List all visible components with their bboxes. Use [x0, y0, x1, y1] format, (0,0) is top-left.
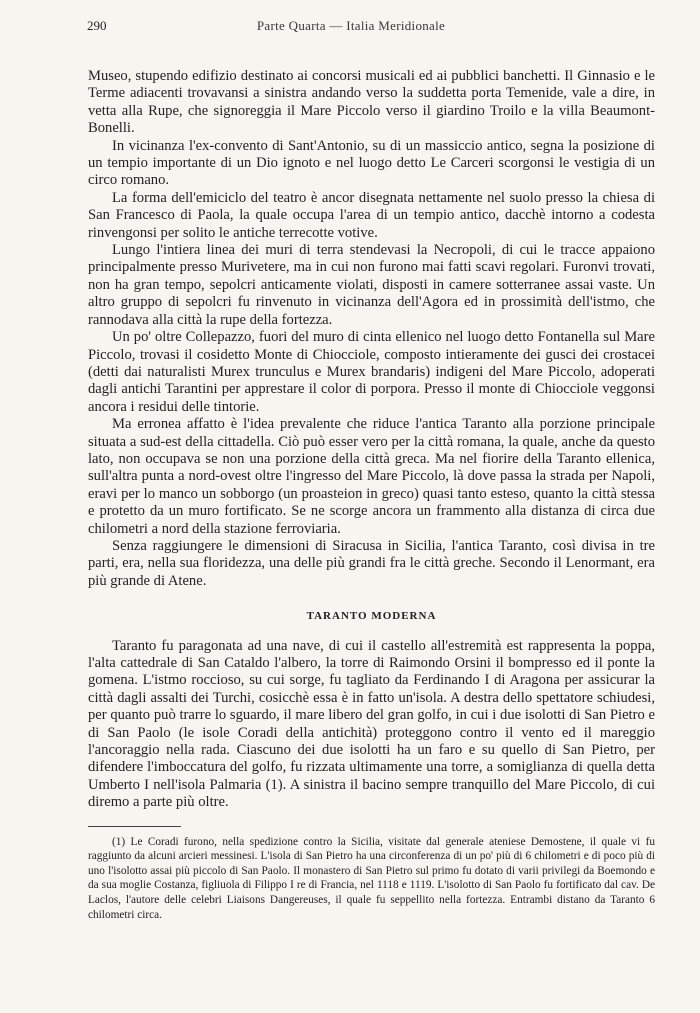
page-number: 290	[87, 18, 107, 33]
paragraph-sant-antonio: In vicinanza l'ex-convento di Sant'Antonio, su di un massiccio antico, segna la posizione di un tempio importante di un Dio ignoto e nel luogo detto Le Carceri scorgonsi le vestigia di un circo romano.	[88, 137, 655, 189]
paragraph-taranto-moderna: Taranto fu paragonata ad una nave, di cui il castello all'estremità est rappresenta la poppa, l'alta cattedrale di San Cataldo l'albero, la torre di Raimondo Orsini il bompresso ed il ponte la gomena. L'istmo roccioso, su cui sorge, fu tagliato da Ferdinando I di Aragona per assicurar la città dagli assalti dei Turchi, cosicchè essa è in fatto un'isola. A destra dello spettatore schiudesi, per quanto può trarre lo sguardo, il mare libero del gran golfo, in cui i due isolotti di San Pietro e di San Paolo (le isole Coradi della antichità) proteggono contro il vento ed il mareggio l'ancoraggio nella rada. Ciascuno dei due isolotti ha un faro e su quello di San Pietro, per difendere l'imboccatura del golfo, fu rizzata ultimamente una torre, a somiglianza di quella detta Umberto I nell'isola Palmaria (1). A sinistra il bacino sempre tranquillo del Mare Piccolo, di cui diremo a parte più oltre.	[88, 637, 655, 811]
footnote: (1) Le Coradi furono, nella spedizione contro la Sicilia, visitate dal generale ateniese Demostene, il quale vi fu raggiunto da alcuni arcieri messinesi. L'isola di San Pietro ha una circonferenza di un po' più di 6 chilometri e di poco più di uno l'isolotto assai più piccolo di San Paolo. Il monastero di San Pietro sul primo fu dotato di varii privilegi da Boemondo e da sua moglie Costanza, figliuola di Filippo I re di Francia, nel 1118 e 1119. L'isolotto di San Paolo fu fortificato dal cav. De Laclos, l'autore delle celebri Liaisons Dangereuses, il quale fu seppellito nella fortezza. Entrambi distano da Taranto 6 chilometri circa.	[88, 835, 655, 921]
section-heading: TARANTO MODERNA	[306, 610, 437, 623]
paragraph-collepazzo: Un po' oltre Collepazzo, fuori del muro di cinta ellenico nel luogo detto Fontanella sul Mare Piccolo, trovasi il cosidetto Monte di Chiocciole, composto intieramente dei gusci dei crostacei (detti dai naturalisti Murex trunculus e Murex brandaris) indigeni del Mare Piccolo, adoperati dagli antichi Tarantini per apprestare il color di porpora. Presso il monte di Chiocciole veggonsi ancora i residui delle tintorie.	[88, 329, 655, 415]
paragraph-siracusa: Senza raggiungere le dimensioni di Siracusa in Sicilia, l'antica Taranto, così divisa in tre parti, era, nella sua floridezza, una delle più grandi fra le città greche. Secondo il Lenormant, era più grande di Atene.	[88, 537, 655, 589]
page-header	[87, 18, 615, 38]
paragraph-necropoli: Lungo l'intiera linea dei muri di terra stendevasi la Necropoli, di cui le tracce appaiono principalmente presso Murivetere, ma in cui non furono mai fatti scavi regolari. Furonvi trovati, non ha gran tempo, sepolcri anticamente violati, disposti in camere sotterranee assai vaste. Un altro gruppo di sepolcri fu rinvenuto in vicinanza dell'Agora ed in prossimità dell'istmo, che rannodava alla città la rupe della fortezza.	[88, 242, 655, 328]
footnote-divider	[88, 826, 181, 827]
page-body	[88, 68, 655, 922]
paragraph-museo: Museo, stupendo edifizio destinato ai concorsi musicali ed ai pubblici banchetti. Il Ginnasio e le Terme adiacenti trovavansi a sinistra andando verso la suddetta porta Temenide, vale a dire, in vetta alla Rupe, che signoreggia il Mare Piccolo verso il giardino Troilo e la villa Beaumont-Bonelli.	[88, 68, 655, 137]
running-title: Parte Quarta — Italia Meridionale	[256, 18, 446, 33]
paragraph-antica-taranto: Ma erronea affatto è l'idea prevalente che riduce l'antica Taranto alla porzione principale situata a sud-est della cittadella. Ciò può esser vero per la città romana, la quale, anche da questo lato, non occupava se non una porzione della città greca. Ma nel fiorire della Taranto ellenica, sull'altra punta a nord-ovest oltre l'ingresso del Mare Piccolo, là dove passa la strada per Napoli, eravi per lo manco un sobborgo (un proasteion in greco) quasi tanto esteso, quanto la città stessa e protetto da un muro fortificato. Se ne scorge ancora un frammento alla distanza di circa due chilometri a nord della stazione ferroviaria.	[88, 416, 655, 537]
paragraph-teatro: La forma dell'emiciclo del teatro è ancor disegnata nettamente nel suolo presso la chiesa di San Francesco di Paola, la quale occupa l'area di un tempio antico, dacchè intorno a codesta rinvengonsi per solito le antiche terrecotte votive.	[88, 189, 655, 241]
